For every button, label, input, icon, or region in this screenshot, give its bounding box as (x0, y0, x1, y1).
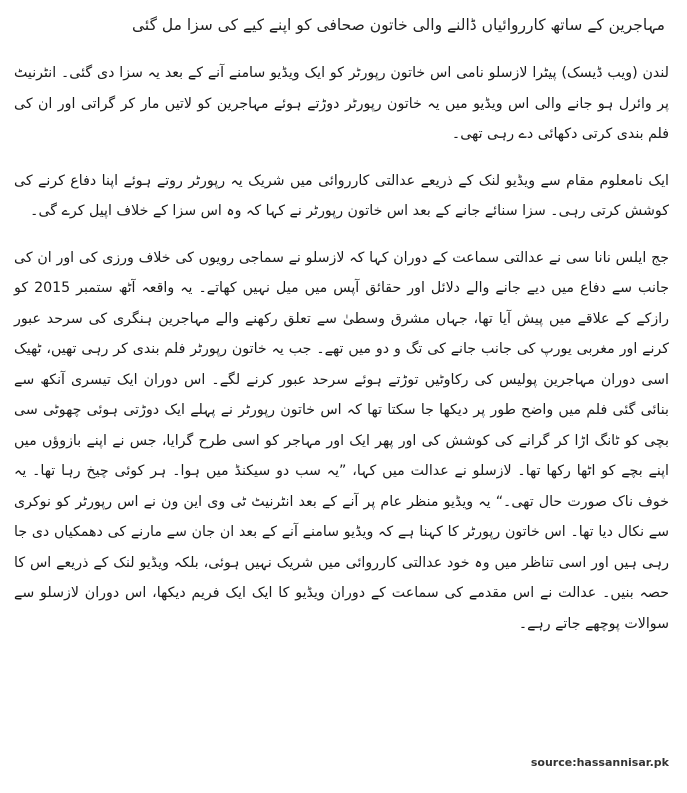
article-headline: مہاجرین کے ساتھ کارروائیاں ڈالنے والی خاتون صحافی کو اپنے کیے کی سزا مل گئی (132, 16, 665, 34)
article-paragraph-3: جج ایلس نانا سی نے عدالتی سماعت کے دوران کہا کہ لازسلو نے سماجی رویوں کی خلاف ورزی کی اور ان کی جانب سے دفاع میں دیے جانے والے دلائل اور حقائق آپس میں میل نہیں کھاتے۔ یہ واقعہ آٹھ ستمبر 2015 کو رازکے کے علاقے میں پیش آیا تھا، جہاں مشرق وسطیٰ سے تعلق رکھنے والے مہاجرین ہنگری کی سرحد عبور کرنے اور مغربی یورپ کی جانب جانے کی تگ و دو میں تھے۔ جب یہ خاتون رپورٹر فلم بندی کر رہی تھیں، ٹھیک اسی دوران مہاجرین پولیس کی رکاوٹیں توڑتے ہوئے سرحد عبور کرنے لگے۔ اس دوران ایک تیسری آنکھ سے بنائی گئی فلم میں واضح طور پر دیکھا جا سکتا تھا کہ اس خاتون رپورٹر نے پہلے ایک دوڑتی ہوئی چھوٹی سی بچی کو ٹانگ اڑا کر گرانے کی کوشش کی اور پھر ایک اور مہاجر کو اسی طرح گرایا، جس نے اپنے بازوؤں میں اپنے بچے کو اٹھا رکھا تھا۔ لازسلو نے عدالت میں کہا، ”یہ سب دو سیکنڈ میں ہوا۔ ہر کوئی چیخ رہا تھا۔ یہ خوف ناک صورت حال تھی۔“ یہ ویڈیو منظر عام پر آنے کے بعد انٹرنیٹ ٹی وی این ون نے اس رپورٹر کو نوکری سے نکال دیا تھا۔ اس خاتون رپورٹر کا کہنا ہے کہ ویڈیو سامنے آنے کے بعد ان جان سے مارنے کی دھمکیاں دی جا رہی ہیں اور اسی تناظر میں وہ خود عدالتی کارروائی میں شریک نہیں ہوئی، بلکہ ویڈیو لنک کے ذریعے اس کا حصہ بنیں۔ عدالت نے اس مقدمے کی سماعت کے دوران ویڈیو کا ایک ایک فریم دیکھا، اس دوران لازسلو سے سوالات پوچھے جاتے رہے۔ (14, 249, 669, 632)
source-credit: source:hassannisar.pk (530, 756, 669, 769)
article-paragraph-1: لندن (ویب ڈیسک) پیٹرا لازسلو نامی اس خاتون رپورٹر کو ایک ویڈیو سامنے آنے کے بعد یہ سزا دی گئی۔ انٹرنیٹ پر وائرل ہو جانے والی اس ویڈیو میں یہ خاتون رپورٹر دوڑتے ہوئے مہاجرین کو لاتیں مار کر گراتی اور ان کی فلم بندی کرتی دکھائی دے رہی تھی۔ (14, 65, 669, 142)
article-paragraph-2: ایک نامعلوم مقام سے ویڈیو لنک کے ذریعے عدالتی کارروائی میں شریک یہ رپورٹر روتے ہوئے اپنا دفاع کرنے کی کوشش کرتی رہی۔ سزا سنائے جانے کے بعد اس خاتون رپورٹر نے کہا کہ وہ اس سزا کے خلاف اپیل کرے گی۔ (14, 172, 669, 219)
